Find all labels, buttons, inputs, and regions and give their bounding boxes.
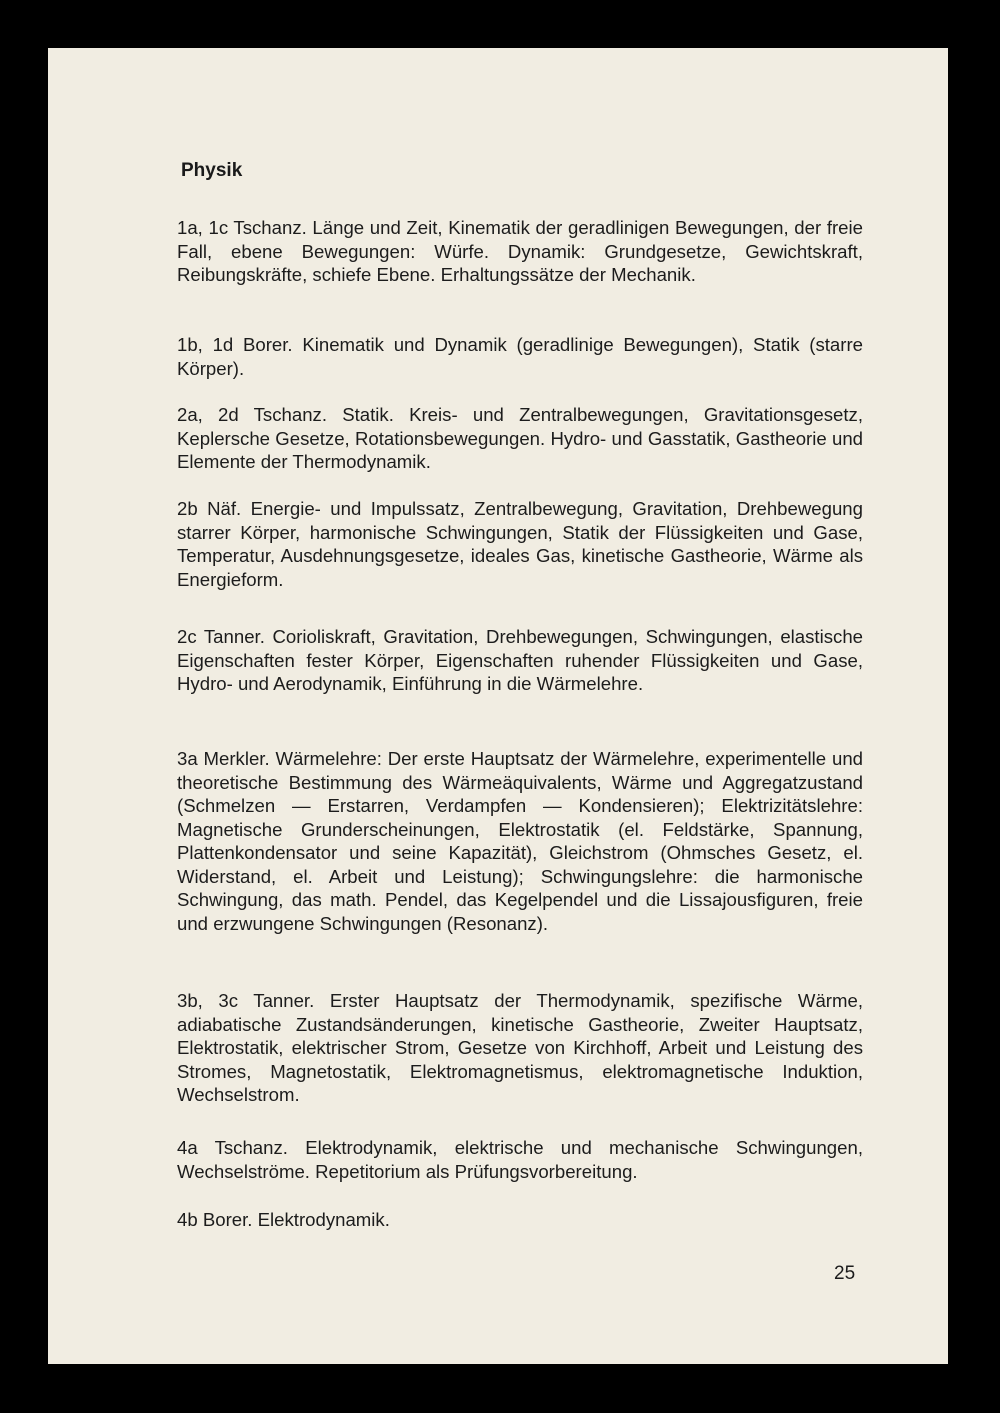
document-page (48, 48, 948, 1364)
paragraph-1a-1c: 1a, 1c Tschanz. Länge und Zeit, Kinematik der geradlinigen Bewegungen, der freie Fall, ebene Bewegungen: Würfe. Dynamik: Grundgesetze, Gewichtskraft, Reibungskräfte, schiefe Ebene. Erhaltungssätze der Mechanik. (177, 217, 863, 285)
page-number: 25 (834, 1263, 856, 1284)
paragraph-3a: 3a Merkler. Wärmelehre: Der erste Hauptsatz der Wärmelehre, experimentelle und theoretische Bestimmung des Wärmeäquivalents, Wärme und Aggregatzustand (Schmelzen — Erstarren, Verdampfen — Kondensieren); Elektrizitätslehre: Magnetische Grunderscheinungen, Elektrostatik (el. Feldstärke, Spannung, Plattenkondensator und seine Kapazität), Gleichstrom (Ohmsches Gesetz, el. Widerstand, el. Arbeit und Leistung); Schwingungslehre: die harmonische Schwingung, das math. Pendel, das Kegelpendel und die Lissajousfiguren, freie und erzwungene Schwingungen (Resonanz). (177, 748, 863, 934)
paragraph-3b-3c: 3b, 3c Tanner. Erster Hauptsatz der Thermodynamik, spezifische Wärme, adiabatische Zustandsänderungen, kinetische Gastheorie, Zweiter Hauptsatz, Elektrostatik, elektrischer Strom, Gesetze von Kirchhoff, Arbeit und Leistung des Stromes, Magnetostatik, Elektromagnetismus, elektromagnetische Induktion, Wechselstrom. (177, 990, 863, 1105)
paragraph-4b: 4b Borer. Elektrodynamik. (177, 1209, 390, 1230)
paragraph-2b: 2b Näf. Energie- und Impulssatz, Zentralbewegung, Gravitation, Drehbewegung starrer Körper, harmonische Schwingungen, Statik der Flüssigkeiten und Gase, Temperatur, Ausdehnungsgesetze, ideales Gas, kinetische Gastheorie, Wärme als Energieform. (177, 498, 863, 590)
paragraph-2c: 2c Tanner. Corioliskraft, Gravitation, Drehbewegungen, Schwingungen, elastische Eigenschaften fester Körper, Eigenschaften ruhender Flüssigkeiten und Gase, Hydro- und Aerodynamik, Einführung in die Wärmelehre. (177, 626, 863, 694)
page-heading: Physik (181, 160, 243, 181)
paragraph-4a: 4a Tschanz. Elektrodynamik, elektrische und mechanische Schwingungen, Wechselströme. Repetitorium als Prüfungsvorbereitung. (177, 1137, 863, 1182)
paragraph-2a-2d: 2a, 2d Tschanz. Statik. Kreis- und Zentralbewegungen, Gravitationsgesetz, Keplersche Gesetze, Rotationsbewegungen. Hydro- und Gasstatik, Gastheorie und Elemente der Thermodynamik. (177, 404, 863, 472)
paragraph-1b-1d: 1b, 1d Borer. Kinematik und Dynamik (geradlinige Bewegungen), Statik (starre Körper). (177, 334, 863, 379)
